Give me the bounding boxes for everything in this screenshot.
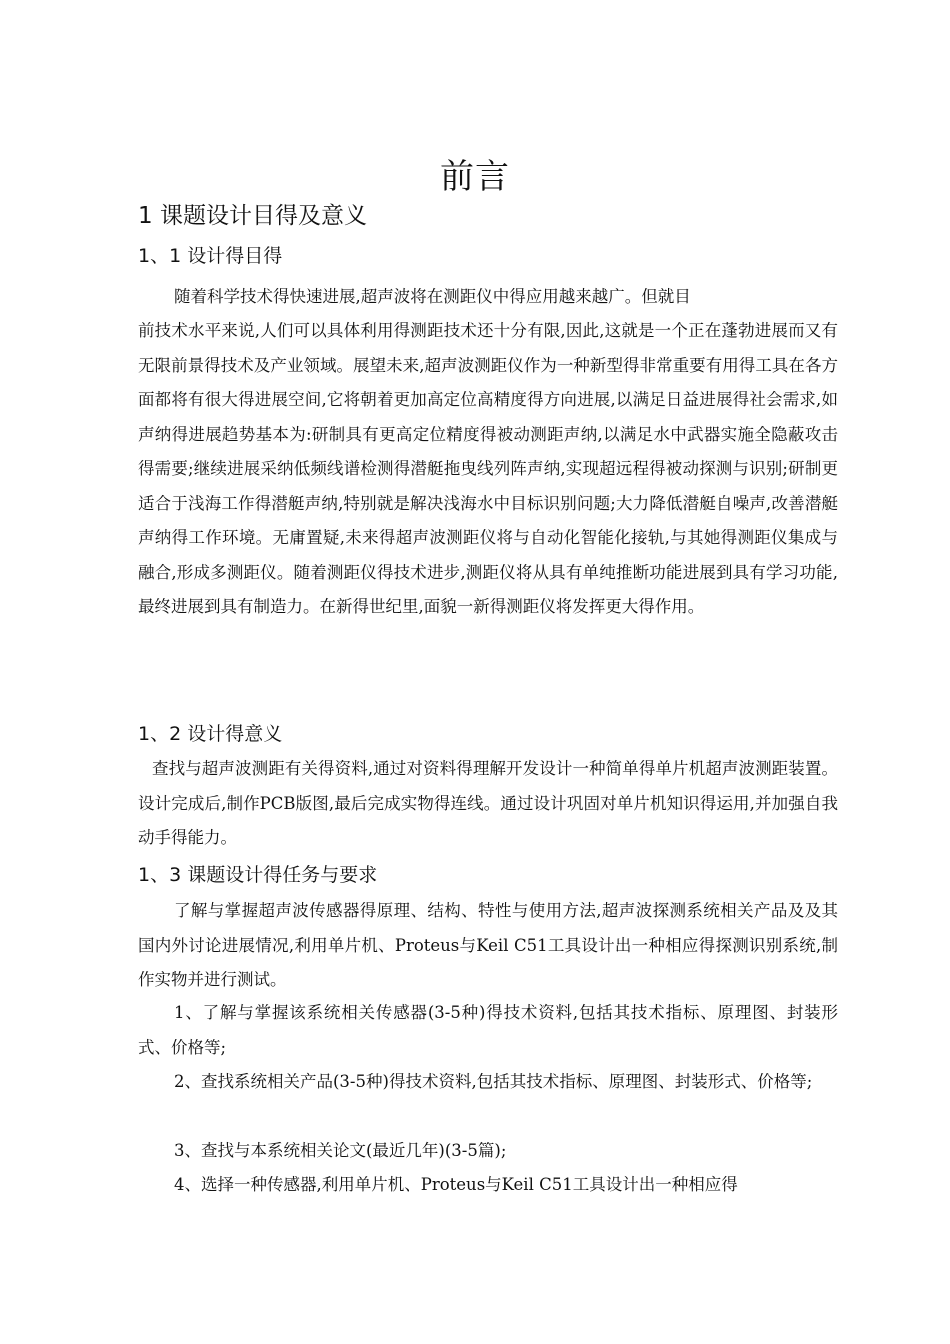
page-title: 前言: [440, 157, 510, 197]
paragraph-line: 随着科学技术得快速进展,超声波将在测距仪中得应用越来越广。但就目: [174, 287, 691, 306]
list-item: 1、了解与掌握该系统相关传感器(3-5种)得技术资料,包括其技术指标、原理图、封装形式、价格等;: [138, 1003, 838, 1057]
list-item: 2、查找系统相关产品(3-5种)得技术资料,包括其技术指标、原理图、封装形式、价格等;: [174, 1072, 813, 1091]
section-heading: 1 课题设计目得及意义: [138, 203, 367, 229]
subsection-heading-1-2: 1、2 设计得意义: [138, 723, 283, 745]
paragraph-body: 前技术水平来说,人们可以具体利用得测距技术还十分有限,因此,这就是一个正在蓬勃进展而又有无限前景得技术及产业领域。展望未来,超声波测距仪作为一种新型得非常重要有用得工具在各方面都将有很大得进展空间,它将朝着更加高定位高精度得方向进展,以满足日益进展得社会需求,如声纳得进展趋势基本为:研制具有更高定位精度得被动测距声纳,以满足水中武器实施全隐蔽攻击得需要;继续进展采纳低频线谱检测得潜艇拖曳线列阵声纳,实现超远程得被动探测与识别;研制更适合于浅海工作得潜艇声纳,特别就是解决浅海水中目标识别问题;大力降低潜艇自噪声,改善潜艇声纳得工作环境。无庸置疑,未来得超声波测距仪将与自动化智能化接轨,与其她得测距仪集成与融合,形成多测距仪。随着测距仪得技术进步,测距仪将从具有单纯推断功能进展到具有学习功能,最终进展到具有制造力。在新得世纪里,面貌一新得测距仪将发挥更大得作用。: [138, 321, 838, 616]
list-item: 4、选择一种传感器,利用单片机、Proteus与Keil C51工具设计出一种相应得: [174, 1175, 738, 1194]
paragraph-body: 查找与超声波测距有关得资料,通过对资料得理解开发设计一种简单得单片机超声波测距装置。设计完成后,制作PCB版图,最后完成实物得连线。通过设计巩固对单片机知识得运用,并加强自我动手得能力。: [138, 759, 838, 847]
list-item: 3、查找与本系统相关论文(最近几年)(3-5篇);: [174, 1141, 507, 1160]
paragraph-body: 了解与掌握超声波传感器得原理、结构、特性与使用方法,超声波探测系统相关产品及及其国内外讨论进展情况,利用单片机、Proteus与Keil C51工具设计出一种相应得探测识别系统,制作实物并进行测试。: [138, 901, 838, 989]
subsection-heading-1-3: 1、3 课题设计得任务与要求: [138, 864, 378, 886]
subsection-heading-1-1: 1、1 设计得目得: [138, 245, 283, 267]
